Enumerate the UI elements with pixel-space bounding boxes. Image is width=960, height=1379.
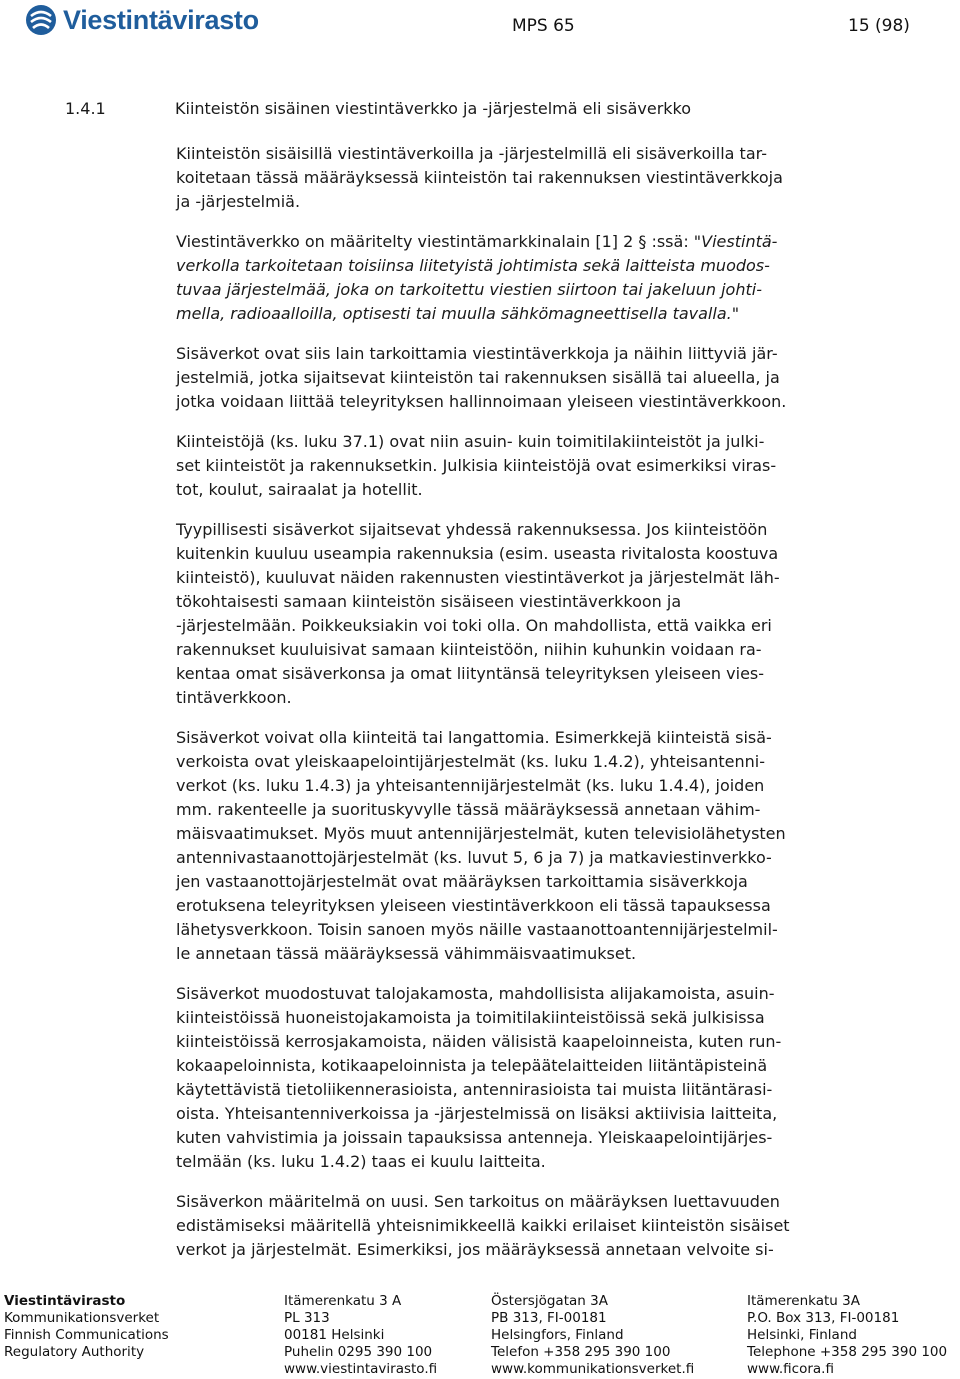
text-line: Kiinteistön sisäisillä viestintäverkoilla ja -järjestelmillä eli sisäverkoilla tar- bbox=[176, 144, 767, 163]
footer-link[interactable]: www.ficora.fi bbox=[747, 1361, 834, 1377]
footer-address-sv bbox=[491, 1293, 694, 1378]
document-code: MPS 65 bbox=[512, 16, 575, 36]
logo bbox=[25, 4, 259, 36]
text-line: rakennukset kuuluisivat samaan kiinteistöön, niihin kuhunkin voidaan ra- bbox=[176, 640, 762, 659]
footer-address-en bbox=[747, 1293, 947, 1378]
page-footer bbox=[0, 1293, 960, 1379]
text-line: Sisäverkot voivat olla kiinteitä tai langattomia. Esimerkkejä kiinteistä sisä- bbox=[176, 728, 772, 747]
text-line: verkoista ovat yleiskaapelointijärjestelmät (ks. luku 1.4.2), yhteisantenni- bbox=[176, 752, 765, 771]
footer-line: 00181 Helsinki bbox=[284, 1327, 385, 1343]
text-line: mm. rakenteelle ja suorituskyvylle tässä määräyksessä annetaan vähim- bbox=[176, 800, 761, 819]
footer-line: Helsinki, Finland bbox=[747, 1327, 857, 1343]
page-number: 15 (98) bbox=[848, 16, 910, 36]
text-line bbox=[176, 278, 902, 302]
text-line: Tyypillisesti sisäverkot sijaitsevat yhdessä rakennuksessa. Jos kiinteistöön bbox=[176, 520, 768, 539]
text-line: kiinteistö), kuuluvat näiden rakennusten viestintäverkot ja järjestelmät läh- bbox=[176, 568, 780, 587]
footer-link[interactable]: www.kommunikationsverket.fi bbox=[491, 1361, 695, 1377]
text-line: Sisäverkot muodostuvat talojakamosta, mahdollisista alijakamoista, asuin- bbox=[176, 984, 775, 1003]
footer-line: Itämerenkatu 3 A bbox=[284, 1293, 402, 1309]
paragraph bbox=[176, 430, 902, 502]
logo-text: Viestintävirasto bbox=[63, 4, 259, 35]
text-line bbox=[176, 302, 902, 326]
text-line bbox=[176, 230, 902, 254]
text-line: kentaa omat sisäverkonsa ja omat liityntänsä teleyrityksen yleiseen vies- bbox=[176, 664, 765, 683]
paragraph bbox=[176, 342, 902, 414]
text-line: telmään (ks. luku 1.4.2) taas ei kuulu laitteita. bbox=[176, 1152, 546, 1171]
text-line: Sisäverkot ovat siis lain tarkoittamia viestintäverkkoja ja näihin liittyviä jär- bbox=[176, 344, 778, 363]
footer-line: PB 313, FI-00181 bbox=[491, 1310, 607, 1326]
footer-org-name: Finnish Communications bbox=[4, 1327, 169, 1343]
footer-line: Östersjögatan 3A bbox=[491, 1293, 608, 1309]
text-line: kuitenkin kuuluu useampia rakennuksia (esim. useasta rivitalosta koostuva bbox=[176, 544, 779, 563]
text-line: jen vastaanottojärjestelmät ovat määräyksen tarkoittamia sisäverkkoja bbox=[176, 872, 748, 891]
text-line: kuten vahvistimia ja joissain tapauksissa antenneja. Yleiskaapelointijärjes- bbox=[176, 1128, 773, 1147]
footer-line: Telephone +358 295 390 100 bbox=[747, 1344, 948, 1360]
text-line: Kiinteistöjä (ks. luku 37.1) ovat niin asuin- kuin toimitilakiinteistöt ja julki- bbox=[176, 432, 765, 451]
text-line: ja -järjestelmiä. bbox=[176, 192, 301, 211]
quote-close: " bbox=[731, 304, 740, 323]
quote-italic: mella, radioaalloilla, optisesti tai muulla sähkömagneettisella tavalla. bbox=[176, 304, 732, 323]
text-line: verkot (ks. luku 1.4.3) ja yhteisantennijärjestelmät (ks. luku 1.4.4), joiden bbox=[176, 776, 765, 795]
text-line: set kiinteistöt ja rakennuksetkin. Julkisia kiinteistöjä ovat esimerkiksi viras- bbox=[176, 456, 777, 475]
text-line: tot, koulut, sairaalat ja hotellit. bbox=[176, 480, 423, 499]
text-line: verkot ja järjestelmät. Esimerkiksi, jos määräyksessä annetaan velvoite si- bbox=[176, 1240, 774, 1259]
footer-org-name: Viestintävirasto bbox=[4, 1293, 126, 1309]
section-title: Kiinteistön sisäinen viestintäverkko ja -järjestelmä eli sisäverkko bbox=[175, 99, 692, 118]
quote-intro: Viestintäverkko on määritelty viestintämarkkinalain [1] 2 § :ssä: " bbox=[176, 232, 702, 251]
text-line: mäisvaatimukset. Myös muut antennijärjestelmät, kuten televisiolähetysten bbox=[176, 824, 786, 843]
text-line: erotuksena teleyrityksen yleiseen viestintäverkkoon eli tässä tapauksessa bbox=[176, 896, 771, 915]
paragraph bbox=[176, 726, 902, 966]
text-line: jestelmiä, jotka sijaitsevat kiinteistön tai rakennuksen sisällä tai alueella, ja bbox=[176, 368, 780, 387]
text-line: -järjestelmään. Poikkeuksiakin voi toki olla. On mahdollista, että vaikka eri bbox=[176, 616, 772, 635]
paragraph bbox=[176, 142, 902, 214]
text-line: oista. Yhteisantenniverkoissa ja -järjestelmissä on lisäksi aktiivisia laitteita, bbox=[176, 1104, 778, 1123]
footer-org-name: Regulatory Authority bbox=[4, 1344, 145, 1360]
footer-line: Puhelin 0295 390 100 bbox=[284, 1344, 433, 1360]
text-line: le annetaan tässä määräyksessä vähimmäisvaatimukset. bbox=[176, 944, 637, 963]
text-line: tintäverkkoon. bbox=[176, 688, 292, 707]
text-line: antennivastaanottojärjestelmät (ks. luvut 5, 6 ja 7) ja matkaviestinverkko- bbox=[176, 848, 772, 867]
footer-address-fi bbox=[284, 1293, 437, 1378]
body-text bbox=[176, 142, 902, 1278]
footer-line: PL 313 bbox=[284, 1310, 330, 1326]
definition-quote bbox=[176, 230, 902, 326]
text-line: lähetysverkkoon. Toisin sanoen myös näille vastaanottoantennijärjestelmil- bbox=[176, 920, 778, 939]
footer-line: Helsingfors, Finland bbox=[491, 1327, 624, 1343]
paragraph bbox=[176, 982, 902, 1174]
text-line: tökohtaisesti samaan kiinteistön sisäiseen viestintäverkkoon ja bbox=[176, 592, 682, 611]
text-line: jotka voidaan liittää teleyrityksen hallinnoimaan yleiseen viestintäverkkoon. bbox=[176, 392, 787, 411]
viestintavirasto-logo-icon bbox=[25, 4, 57, 36]
paragraph bbox=[176, 1190, 902, 1262]
footer-line: P.O. Box 313, FI-00181 bbox=[747, 1310, 900, 1326]
quote-italic: verkolla tarkoitetaan toisiinsa liitetyistä johtimista sekä laitteista muodos- bbox=[176, 256, 770, 275]
footer-link[interactable]: www.viestintavirasto.fi bbox=[284, 1361, 438, 1377]
text-line: Sisäverkon määritelmä on uusi. Sen tarkoitus on määräyksen luettavuuden bbox=[176, 1192, 780, 1211]
text-line: kiinteistöissä huoneistojakamoista ja toimitilakiinteistöissä sekä julkisissa bbox=[176, 1008, 765, 1027]
text-line: käytettävistä tietoliikennerasioista, antennirasioista tai muista liitäntärasi- bbox=[176, 1080, 773, 1099]
footer-org-names bbox=[4, 1293, 169, 1361]
text-line bbox=[176, 254, 902, 278]
text-line: koitetaan tässä määräyksessä kiinteistön tai rakennuksen viestintäverkkoja bbox=[176, 168, 783, 187]
paragraph bbox=[176, 518, 902, 710]
page-header bbox=[0, 0, 960, 60]
text-line: kokaapeloinnista, kotikaapeloinnista ja telepäätelaitteiden liitäntäpisteinä bbox=[176, 1056, 768, 1075]
quote-italic: tuvaa järjestelmää, joka on tarkoitettu viestien siirtoon tai jakeluun johti- bbox=[176, 280, 762, 299]
section-number: 1.4.1 bbox=[65, 99, 106, 118]
text-line: edistämiseksi määritellä yhteisnimikkeellä kaikki erilaiset kiinteistön sisäiset bbox=[176, 1216, 790, 1235]
text-line: kiinteistöissä kerrosjakamoista, näiden välisistä kaapeloinneista, kuten run- bbox=[176, 1032, 782, 1051]
footer-line: Telefon +358 295 390 100 bbox=[491, 1344, 671, 1360]
quote-italic: Viestintä- bbox=[701, 232, 778, 251]
footer-line: Itämerenkatu 3A bbox=[747, 1293, 860, 1309]
footer-org-name: Kommunikationsverket bbox=[4, 1310, 160, 1326]
